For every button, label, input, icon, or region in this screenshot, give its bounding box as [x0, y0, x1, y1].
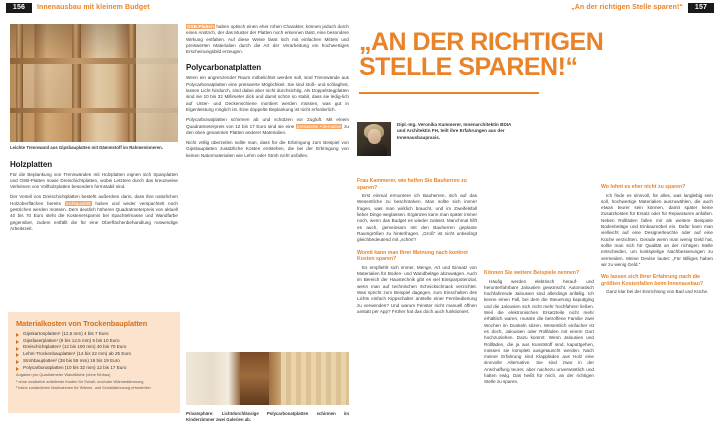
running-title-left: Innenausbau mit kleinem Budget — [37, 4, 150, 11]
cost-box-note: Angaben pro Quadratmeter Wandfläche (ohne Einbau) — [16, 372, 111, 378]
heading-holzplatten: Holzplatten — [10, 159, 53, 169]
portrait-photo — [357, 122, 391, 156]
photo-polycarbonate-room — [186, 352, 349, 405]
highlight-osb-platten: OSB-Platten — [187, 24, 214, 29]
col1-paragraph-2 — [10, 194, 178, 232]
col2-p3-part-b: zu den oben genannten Platten anderer Materialien. — [186, 123, 349, 135]
running-head — [0, 0, 720, 17]
answer-4: Ich finde es sinnvoll, für alles, was langlebig sein soll, hochwertige Materialien auszuwählen, die auch etwas teurer sein können, damit später keine Zusatzkosten für Ersatz oder für Reparaturen anfallen. Neben Rollläden fallen mir als weitere Beispiele Bodenbeläge und Einbaumöbel ein. Dafür kann man vielleicht auf eine Designerleuchte oder auf eine Küche verzichten. Gerade wenn man wenig Geld hat, sollte man sich für Qualität an der richtigen Stelle entscheiden, um kostspielige Nachbesserungen zu vermeiden. Meine Devise lautet: „Für Billiges haben wir zu wenig Geld.“ — [601, 192, 713, 267]
answer-5: Ganz klar bei der Einrichtung von Bad und Küche. — [606, 289, 709, 295]
page-headline: „AN DER RICHTIGEN STELLE SPAREN!“ — [359, 28, 604, 81]
interviewee-bio — [357, 122, 594, 156]
col2-paragraph-4: Nicht völlig überzeilen sollte man, dass für die Erbringung zum Beispiel von Gipsbauplatten zusätzliche Kosten entstehen, die bei der Erbringung von keinen Naturmaterialien wie Lehm oder Stroh nicht anfallen. — [186, 140, 349, 158]
highlight-sichtqualitaet: Sichtqualität — [65, 200, 91, 206]
cost-box-footnote-1: ¹ ohne zusätzlich anfallende Kosten für Schall- und/oder Wärmedämmung — [16, 378, 144, 384]
answer-1: Erst einmal ermuntere ich Bauherren, sich auf das Wesentliche zu beschränken. Man sollte sich immer fragen, was man wirklich braucht, und im Zweifelsfall lieber Dinge weglassen. Ergänzen kann man später immer noch, wenn das Budget es wieder zulässt. Manchmal hilft es auch, gemeinsam mit den Bauherren geplante Raumgrößen zu hinterfragen. „Groß“ ist nicht unbedingt gleichbedeutend mit „schön“! — [357, 193, 477, 243]
list-item: Lehm-Trockenbauplatten¹ (14 bis 22 mm) ab 25 Euro — [16, 351, 172, 358]
caption-polycarbonate-room: Privatsphäre: Lichtdurchlässige Polycarbonatplatten schirmen im Kinderzimmer zwei Galerien ab. — [186, 411, 349, 422]
column-five — [601, 178, 713, 300]
caption-partition-wall: Leichte Trennwand aus Gipsbauplatten mit Dämmstoff im Rahmeninneren. — [10, 145, 164, 150]
column-two — [186, 24, 349, 163]
list-item: Polycarbonatplatten (10 bis 32 mm) 12 bis 17 Euro — [16, 365, 172, 372]
answer-2: Es empfiehlt sich immer, Menge, Art und Einsatz von Materialien für Boden- und Wandbeläge abzuwägen. Auch im Bereich der Haustechnik gibt es viel Einsparpotenzial, wenn man auf technischen Schnickschnack verzichtet. Was spricht zum Beispiel dagegen, zum Einschalten des Lichts einfach Kippschalter anstelle einer Fernbedienung zu verwenden? Und warum Fenster nicht manuell öffnen anstatt per App? Früher hat das doch auch funktioniert. — [357, 264, 477, 314]
col1-p2-part-a: Der Vorteil von Dreischichtplatten besteht außerdem darin, dass ihre natürlichen Holzoberflächen bereits — [10, 194, 178, 206]
question-2: Womit kann man Ihrer Meinung nach konkret Kosten sparen? — [357, 249, 468, 263]
col2-paragraph-3 — [186, 117, 349, 136]
question-3: Können Sie weitere Beispiele nennen? — [484, 270, 580, 276]
heading-polycarbonatplatten: Polycarbonatplatten — [186, 63, 262, 73]
cost-box-footnote-2: ² keine zusätzlichen Maßnahmen für Wärme- und Schalldämmung erforderlich — [16, 385, 151, 391]
materials-cost-box — [8, 312, 180, 413]
headline-rule — [359, 92, 539, 94]
col2-paragraph-osb — [186, 24, 349, 55]
photo-partition-wall — [10, 24, 178, 142]
question-5: Wo lassen sich Ihrer Erfahrung nach die größten Kostenfallen beim Innenausbau? — [601, 274, 704, 287]
folio-right: 157 — [688, 3, 714, 13]
list-item: Gipsfaserplatten¹ (9 bis 12,5 mm) 5 bis 10 Euro — [16, 338, 172, 345]
highlight-preiswerte-alternative: preiswerte Alternative — [296, 123, 342, 129]
col2-paragraph-2: Wenn ein angrenzender Raum mitbelichtet werden soll, sind Trennwände aus Polycarbonatplatten eine preiswerte Möglichkeit. Sie sind stoß- und schlagfest, lassen Licht hindurch, sind dabei aber nicht durchsichtig. Als Doppelstegplatten sind sie 10 bis 32 Millimeter dick und damit schön so stabil, dass sie ledig-lich auf Unter- und Deckenschiene montiert werden müssen, was gut in Eigenleistung möglich ist. Eine doppelte Beplankung ist nicht erforderlich. — [186, 75, 349, 112]
column-one — [10, 24, 178, 236]
answer-3: Häufig werden elektrisch herauf- und herunterfahrbare Jalousien gewünscht. Automatisch hochfahrende Jalousien sind allerdings anfällig. Ich kenne einen Fall, bei dem die Steuerung kaputtging und die Jalousien sich nicht mehr hochfahren ließen. Weil die elektronischen Ersatzteile nicht mehr erhältlich waren, musste die betroffene Familie zwei Wochen im Dunkeln sitzen. Wesentlich einfacher ist es doch, Jalousien oder Rollläden mit einem Gurt hochzuziehen. Dazu kommt: Wenn Jalousien und Rollläden, die ja aus Kunststoff sind, kaputtgehen, müssen sie komplett ausgetauscht werden. Nach meiner Erfahrung sind Klappläden aus Holz eine sinnvolle Alternative. Sie sind zwar in der Anschaffung teurer, aber nachezu unverwüstlich und halten ewig. Das heißt für mich, an der richtigen Stelle zu sparen. — [484, 278, 594, 385]
col2-p3-part-a: Polycarbonatplatten schirmen ab und schützen vor Zugluft. Mit einem Quadratmeterpreis von 12 bis 17 Euro sind sie eine — [186, 117, 349, 129]
col1-p2-part-b: haben und weder verspachtelt noch gestrichen werden müssen. Dem deutlich höheren Quadratmeterpreis von aktuell 40 bis 70 Euro steht die Kostenersparnis bei Spachtelmasse und Wandfarbe gegenüber, zudem entfällt die für eine Oberflächenbehandlung notwendige Arbeitszeit. — [10, 200, 179, 231]
running-title-right: „An der richtigen Stelle sparen!“ — [571, 4, 683, 11]
folio-left: 156 — [6, 3, 32, 13]
list-item: Gipskartonplatten¹ (12,5 mm) 4 bis 7 Euro — [16, 331, 172, 338]
cost-list — [8, 331, 180, 371]
column-three — [357, 178, 477, 319]
question-4: Wo lohnt es eher nicht zu sparen? — [601, 184, 686, 190]
cost-box-title: Materialkosten von Trockenbauplatten — [16, 319, 148, 328]
list-item: Strohbauplatten² (38 bis 55 mm) 16 bis 19 Euro — [16, 358, 172, 365]
list-item: Dreischichtplatten¹ (12 bis 100 mm) 40 bis 70 Euro — [16, 344, 172, 351]
column-four — [484, 178, 594, 390]
question-1: Frau Kammerer, wie helfen Sie Bauherren zu sparen? — [357, 178, 467, 191]
col1-paragraph-1: Für die Beplankung von Trennwänden mit Holzplatten eignen sich Spanplatten und OSB-Platten sowie Dreischichtplatten, wobei Letztere durch das kreuzweise Verleimen von Vollholzplatten besonders formstabil sind. — [10, 171, 178, 190]
col2-p1-text: haben optisch einen eher rohen Charakter, können jedoch durch einen Anstrich, der das Muster der Platten noch erkennen lässt, eine besondere Wirkung entfalten. Auf diese Weise lässt sich mit einfachen Mitteln und preiswerten Materialien durch die Art der Verarbeitung ein hochwertiges Erscheinungsbild erzeugen. — [186, 24, 349, 55]
bio-text: Dipl.-Ing. Veronika Kammerer, Innenarchitektin BDIA und Architektin FH, teilt ihre Erfahrungen aus der Innenausbaupraxis. — [397, 122, 512, 140]
